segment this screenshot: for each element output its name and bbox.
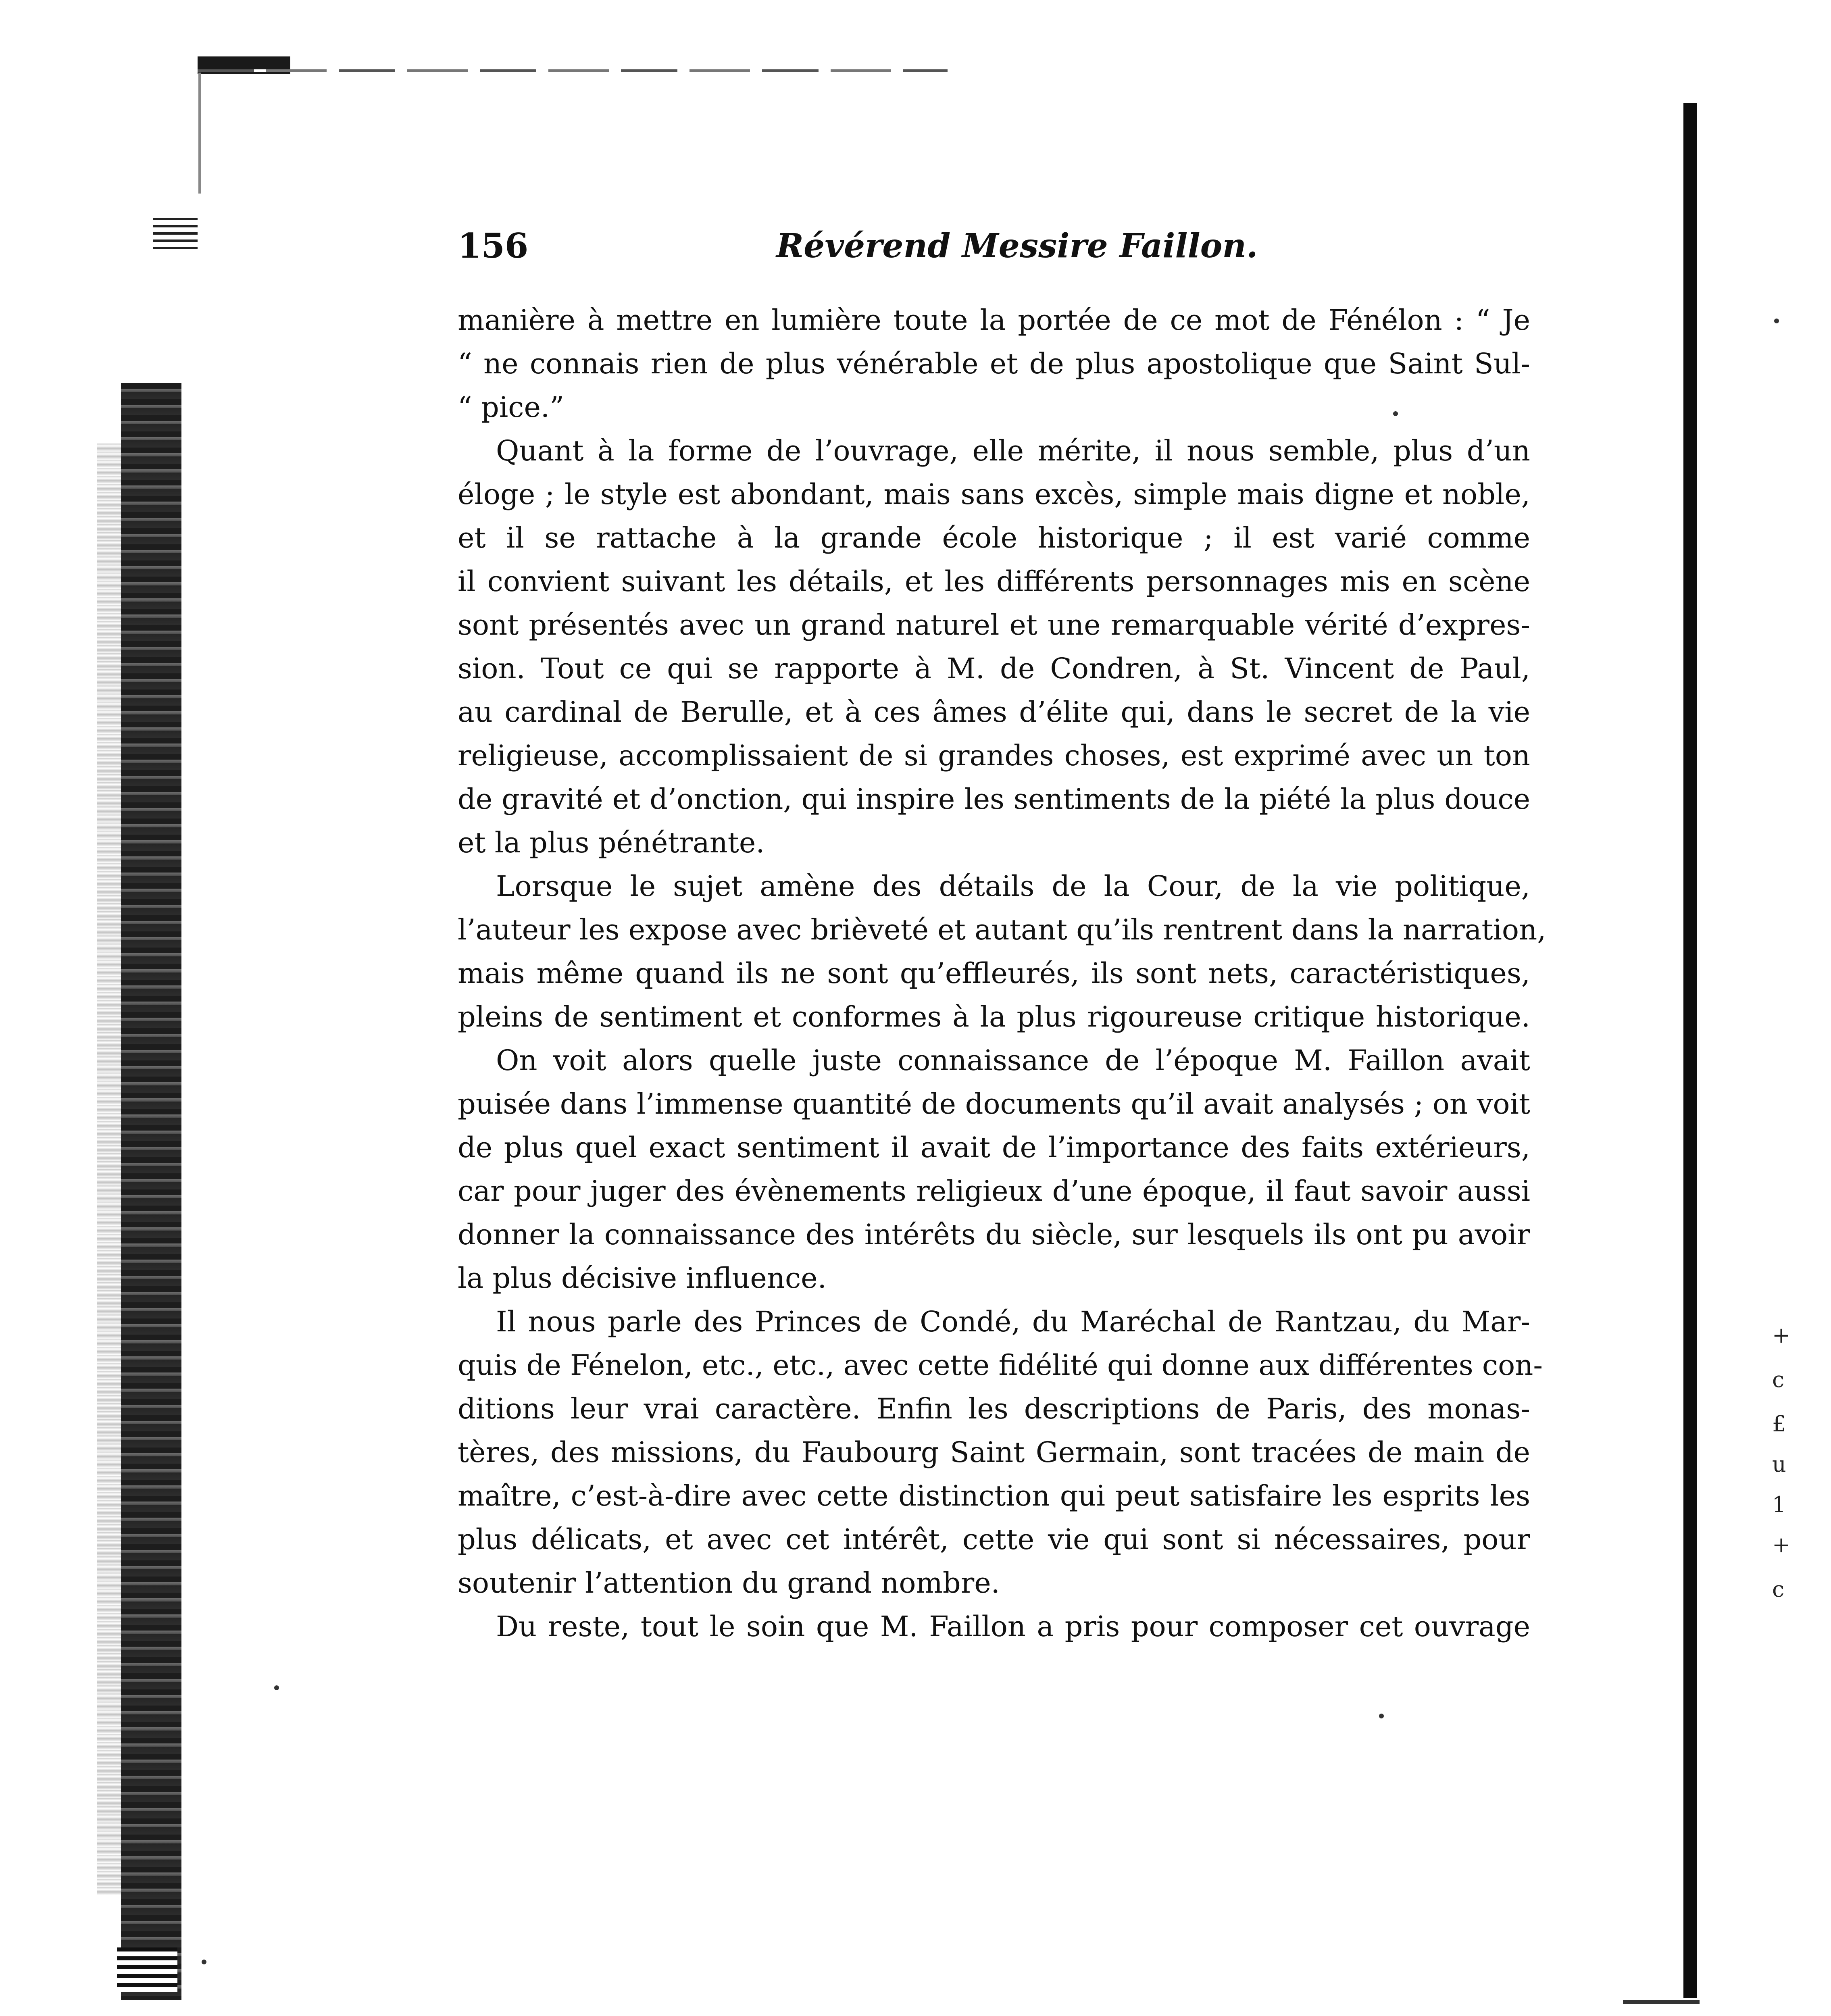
margin-mark: u	[1772, 1452, 1786, 1477]
text-line: ditions leur vrai caractère. Enfin les descriptions de Paris, des monas-	[458, 1392, 1530, 1425]
text-line: éloge ; le style est abondant, mais sans excès, simple mais digne et noble,	[458, 478, 1530, 511]
scan-artifact-binding-edge	[121, 383, 181, 2000]
text-line: religieuse, accomplissaient de si grandes choses, est exprimé avec un ton	[458, 739, 1530, 772]
scan-artifact-right-bar	[1683, 103, 1697, 1998]
text-line: soutenir l’attention du grand nombre.	[458, 1566, 1000, 1599]
text-line: manière à mettre en lumière toute la portée de ce mot de Fénélon : “ Je	[458, 304, 1530, 337]
paragraph-3	[458, 864, 1546, 1039]
text-line: et il se rattache à la grande école historique ; il est varié comme	[458, 521, 1530, 554]
scan-speck	[1774, 319, 1779, 323]
text-line: la plus décisive influence.	[458, 1262, 827, 1295]
margin-mark: c	[1772, 1367, 1785, 1392]
text-line: l’auteur les expose avec brièveté et autant qu’ils rentrent dans la narration,	[458, 913, 1546, 946]
text-line: sont présentés avec un grand naturel et une remarquable vérité d’expres-	[458, 608, 1530, 641]
text-line: Quant à la forme de l’ouvrage, elle mérite, il nous semble, plus d’un	[496, 434, 1530, 467]
paragraph-5	[458, 1300, 1543, 1605]
text-line: Il nous parle des Princes de Condé, du Maréchal de Rantzau, du Mar-	[496, 1305, 1530, 1338]
scan-artifact-left-bars	[153, 218, 198, 250]
text-line: maître, c’est-à-dire avec cette distinction qui peut satisfaire les esprits les	[458, 1479, 1530, 1512]
scan-speck	[1379, 1714, 1384, 1718]
text-line: “ ne connais rien de plus vénérable et de plus apostolique que Saint Sul-	[458, 347, 1530, 380]
text-line: de plus quel exact sentiment il avait de l’importance des faits extérieurs,	[458, 1131, 1530, 1164]
text-line: On voit alors quelle juste connaissance de l’époque M. Faillon avait	[496, 1044, 1530, 1077]
scan-speck	[202, 1960, 206, 1964]
scan-speck	[274, 1685, 279, 1690]
text-line: “ pice.”	[458, 391, 564, 424]
text-line: puisée dans l’immense quantité de documents qu’il avait analysés ; on voit	[458, 1087, 1530, 1120]
text-line: tères, des missions, du Faubourg Saint Germain, sont tracées de main de	[458, 1436, 1530, 1469]
scan-artifact-right-foot	[1623, 2000, 1700, 2004]
text-line: plus délicats, et avec cet intérêt, cette vie qui sont si nécessaires, pour	[458, 1523, 1530, 1556]
text-line: il convient suivant les détails, et les différents personnages mis en scène	[458, 565, 1530, 598]
scan-artifact-binding-shadow	[97, 444, 121, 1895]
text-line: au cardinal de Berulle, et à ces âmes d’élite qui, dans le secret de la vie	[458, 696, 1530, 729]
margin-mark: +	[1772, 1532, 1791, 1558]
margin-mark: c	[1772, 1577, 1785, 1602]
text-line: Lorsque le sujet amène des détails de la Cour, de la vie politique,	[496, 870, 1530, 903]
running-title: Révérend Messire Faillon.	[776, 227, 1258, 265]
paragraph-1	[458, 298, 1530, 429]
text-line: mais même quand ils ne sont qu’effleurés, ils sont nets, caractéristiques,	[458, 957, 1530, 990]
text-line: car pour juger des évènements religieux d’une époque, il faut savoir aussi	[458, 1175, 1530, 1208]
running-head	[458, 220, 1258, 272]
scan-artifact-left-bars-bottom	[117, 1947, 177, 1992]
scan-artifact-left-vline	[198, 73, 201, 194]
text-line: et la plus pénétrante.	[458, 826, 765, 859]
text-line: Du reste, tout le soin que M. Faillon a pris pour composer cet ouvrage	[496, 1610, 1530, 1643]
paragraph-2	[458, 429, 1530, 864]
paragraph-4	[458, 1039, 1530, 1300]
text-line: quis de Fénelon, etc., etc., avec cette fidélité qui donne aux différentes con-	[458, 1349, 1543, 1382]
text-line: pleins de sentiment et conformes à la plus rigoureuse critique historique.	[458, 1000, 1530, 1033]
paragraph-6	[458, 1605, 1530, 1648]
text-line: sion. Tout ce qui se rapporte à M. de Condren, à St. Vincent de Paul,	[458, 652, 1530, 685]
margin-mark: 1	[1772, 1492, 1786, 1517]
scan-artifact-top-rule	[198, 69, 948, 72]
margin-mark: +	[1772, 1322, 1791, 1348]
page-number: 156	[458, 226, 529, 266]
margin-mark: £	[1772, 1411, 1786, 1437]
text-line: de gravité et d’onction, qui inspire les sentiments de la piété la plus douce	[458, 783, 1530, 816]
body-text	[458, 298, 1546, 1648]
text-line: donner la connaissance des intérêts du siècle, sur lesquels ils ont pu avoir	[458, 1218, 1530, 1251]
